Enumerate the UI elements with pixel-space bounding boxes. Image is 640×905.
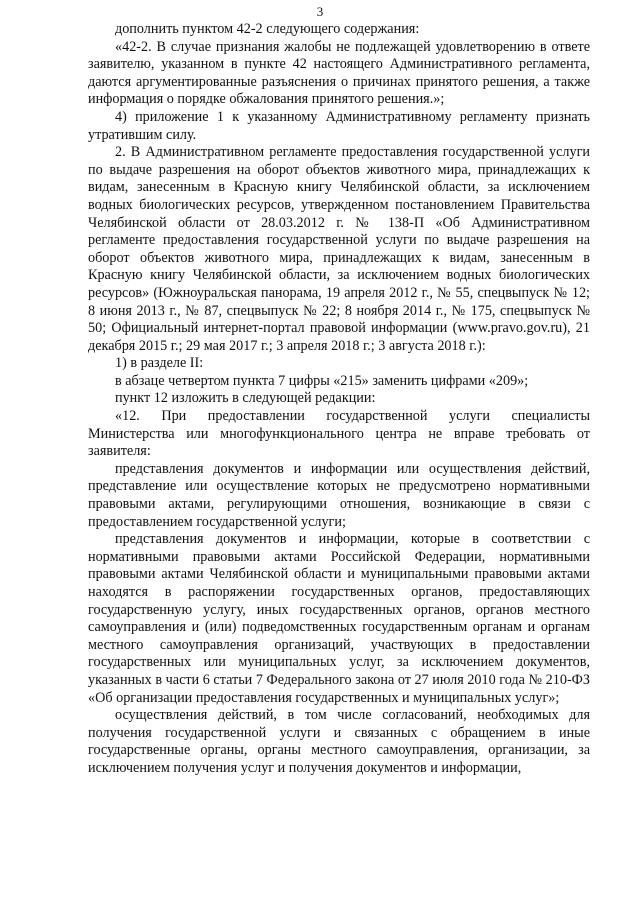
paragraph-documents-in-possession: представления документов и информации, которые в соответствии с нормативными правовыми актами Российской Федерации, нормативными правовыми актами Челябинской области и муниципальными правовыми актами находятся в распоряжении государственных органов, предоставляющих государственную услугу, иных государственных органов, органов местного самоуправления и (или) подведомственных государственным органам и органам местного самоуправления организаций, участвующих в предоставлении государственных или муниципальных услуг, за исключением документов, указанных в части 6 статьи 7 Федерального закона от 27 июля 2010 года № 210-ФЗ «Об организации предоставления государственных и муниципальных услуг»; — [88, 531, 590, 706]
paragraph-item-12: «12. При предоставлении государственной услуги специалисты Министерства или многофункционального центра не вправе требовать от заявителя: — [88, 408, 590, 460]
paragraph-item-12-intro: пункт 12 изложить в следующей редакции: — [115, 390, 376, 407]
paragraph-section-2-regulation: 2. В Административном регламенте предоставления государственной услуги по выдаче разрешения на оборот объектов животного мира, принадлежащих к видам, занесенным в Красную книгу Челябинской области, за исключением водных биологических ресурсов, утвержденном постановлением Правительства Челябинской области от 28.03.2012 г. № 138-П «Об Административном регламенте предоставления государственной услуги по выдаче разрешения на оборот объектов животного мира, принадлежащих к видам, занесенным в Красную книгу Челябинской области, за исключением водных биологических ресурсов» (Южноуральская панорама, 19 апреля 2012 г., № 55, спецвыпуск № 12; 8 июня 2013 г., № 87, спецвыпуск № 22; 8 ноября 2014 г., № 175, спецвыпуск № 50; Официальный интернет-портал правовой информации (www.pravo.gov.ru), 21 декабря 2015 г.; 29 мая 2017 г.; 3 апреля 2018 г.; 3 августа 2018 г.): — [88, 144, 590, 354]
paragraph-clause-42-2: «42-2. В случае признания жалобы не подлежащей удовлетворению в ответе заявителю, указанном в пункте 42 настоящего Административного регламента, даются аргументированные разъяснения о причинах принятого решения, а также информация о порядке обжалования принятого решения.»; — [88, 38, 590, 108]
paragraph-documents-not-required: представления документов и информации или осуществления действий, представление или осуществление которых не предусмотрено нормативными правовыми актами, регулирующими отношения, возникающие в связи с предоставлением государственной услуги; — [88, 460, 590, 530]
page-number: 3 — [316, 4, 324, 19]
paragraph-actions-approvals: осуществления действий, в том числе согласований, необходимых для получения государственной услуги и связанных с обращением в иные государственные органы, органы местного самоуправления, организации, за исключением получения услуг и получения документов и информации, — [88, 707, 590, 776]
paragraph-amendment-intro: дополнить пунктом 42-2 следующего содержания: — [115, 21, 420, 37]
paragraph-section-ii: 1) в разделе II: — [115, 355, 204, 372]
paragraph-appendix-repeal: 4) приложение 1 к указанному Административному регламенту признать утратившим силу. — [88, 108, 590, 143]
document-body — [88, 21, 590, 778]
paragraph-digit-replacement: в абзаце четвертом пункта 7 цифры «215» заменить цифрами «209»; — [115, 372, 529, 389]
